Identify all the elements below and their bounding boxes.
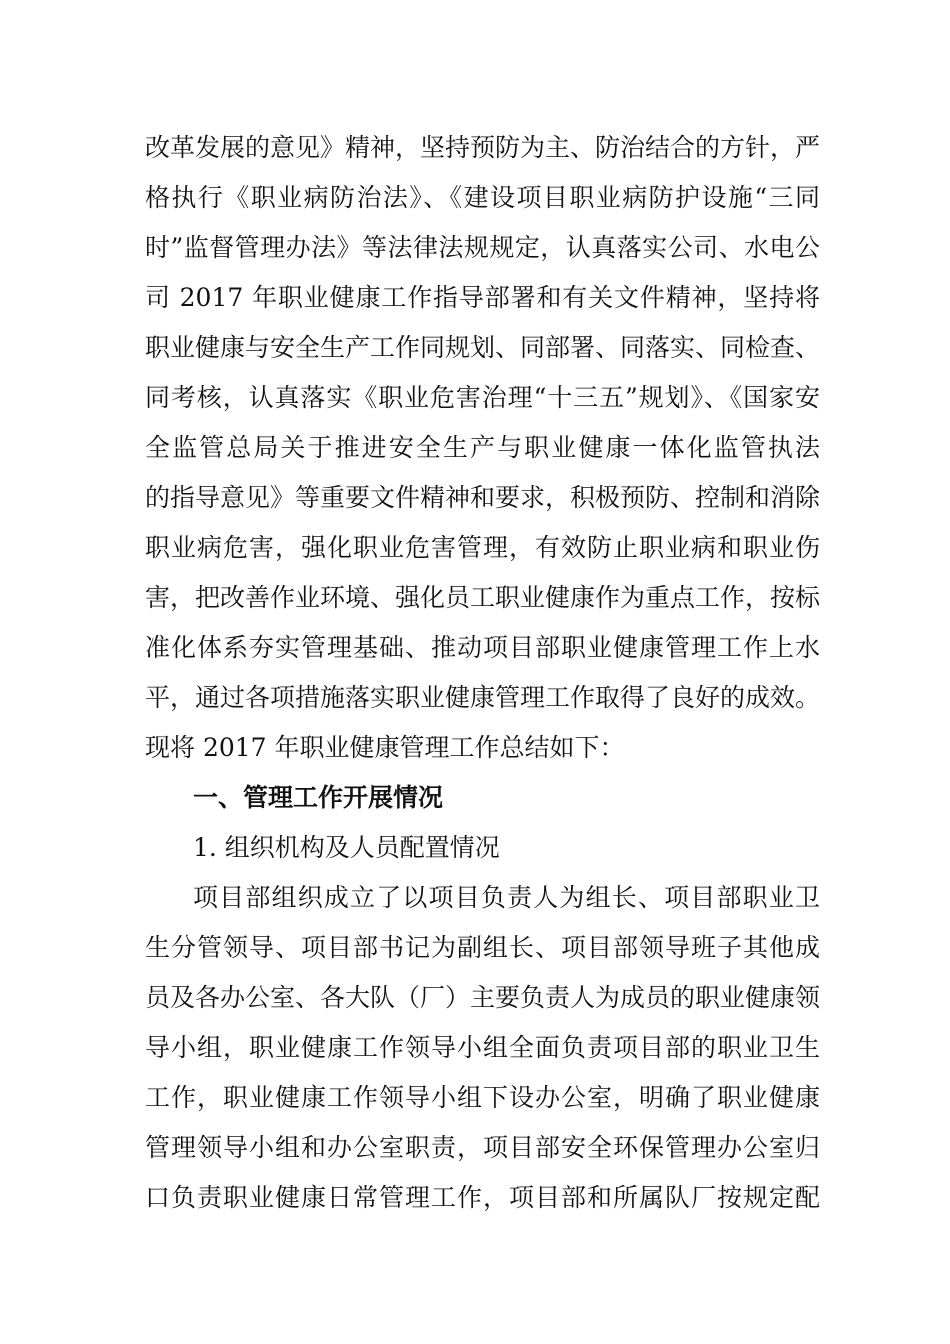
body-text-line: 改革发展的意见》精神，坚持预防为主、防治结合的方针，严 <box>145 133 820 162</box>
body-text-line: 的指导意见》等重要文件精神和要求，积极预防、控制和消除 <box>145 483 820 512</box>
body-text-line: 全监管总局关于推进安全生产与职业健康一体化监管执法 <box>145 433 820 462</box>
body-text-line: 格执行《职业病防治法》、《建设项目职业病防护设施“三同 <box>145 183 820 212</box>
body-text-line: 口负责职业健康日常管理工作，项目部和所属队厂按规定配 <box>145 1183 820 1212</box>
body-text-line: 司 2017 年职业健康工作指导部署和有关文件精神，坚持将 <box>145 283 820 312</box>
body-text-line: 生分管领导、项目部书记为副组长、项目部领导班子其他成 <box>145 933 820 962</box>
subsection-heading: 1. 组织机构及人员配置情况 <box>193 833 500 862</box>
body-text-line: 导小组，职业健康工作领导小组全面负责项目部的职业卫生 <box>145 1033 820 1062</box>
body-text-line: 项目部组织成立了以项目负责人为组长、项目部职业卫 <box>193 883 820 912</box>
body-text-line: 现将 2017 年职业健康管理工作总结如下： <box>145 733 625 762</box>
body-text-line: 时”监督管理办法》等法律法规规定，认真落实公司、水电公 <box>145 233 820 262</box>
body-text-line: 平，通过各项措施落实职业健康管理工作取得了良好的成效。 <box>145 683 820 712</box>
body-text-line: 工作，职业健康工作领导小组下设办公室，明确了职业健康 <box>145 1083 820 1112</box>
body-text-line: 职业病危害，强化职业危害管理，有效防止职业病和职业伤 <box>145 533 820 562</box>
body-text-line: 同考核，认真落实《职业危害治理“十三五”规划》、《国家安 <box>145 383 820 412</box>
section-heading: 一、管理工作开展情况 <box>193 783 444 812</box>
body-text-line: 员及各办公室、各大队（厂）主要负责人为成员的职业健康领 <box>145 983 820 1012</box>
body-text-line: 准化体系夯实管理基础、推动项目部职业健康管理工作上水 <box>145 633 820 662</box>
body-text-line: 管理领导小组和办公室职责，项目部安全环保管理办公室归 <box>145 1133 820 1162</box>
body-text-line: 职业健康与安全生产工作同规划、同部署、同落实、同检查、 <box>145 333 820 362</box>
body-text-line: 害，把改善作业环境、强化员工职业健康作为重点工作，按标 <box>145 583 820 612</box>
